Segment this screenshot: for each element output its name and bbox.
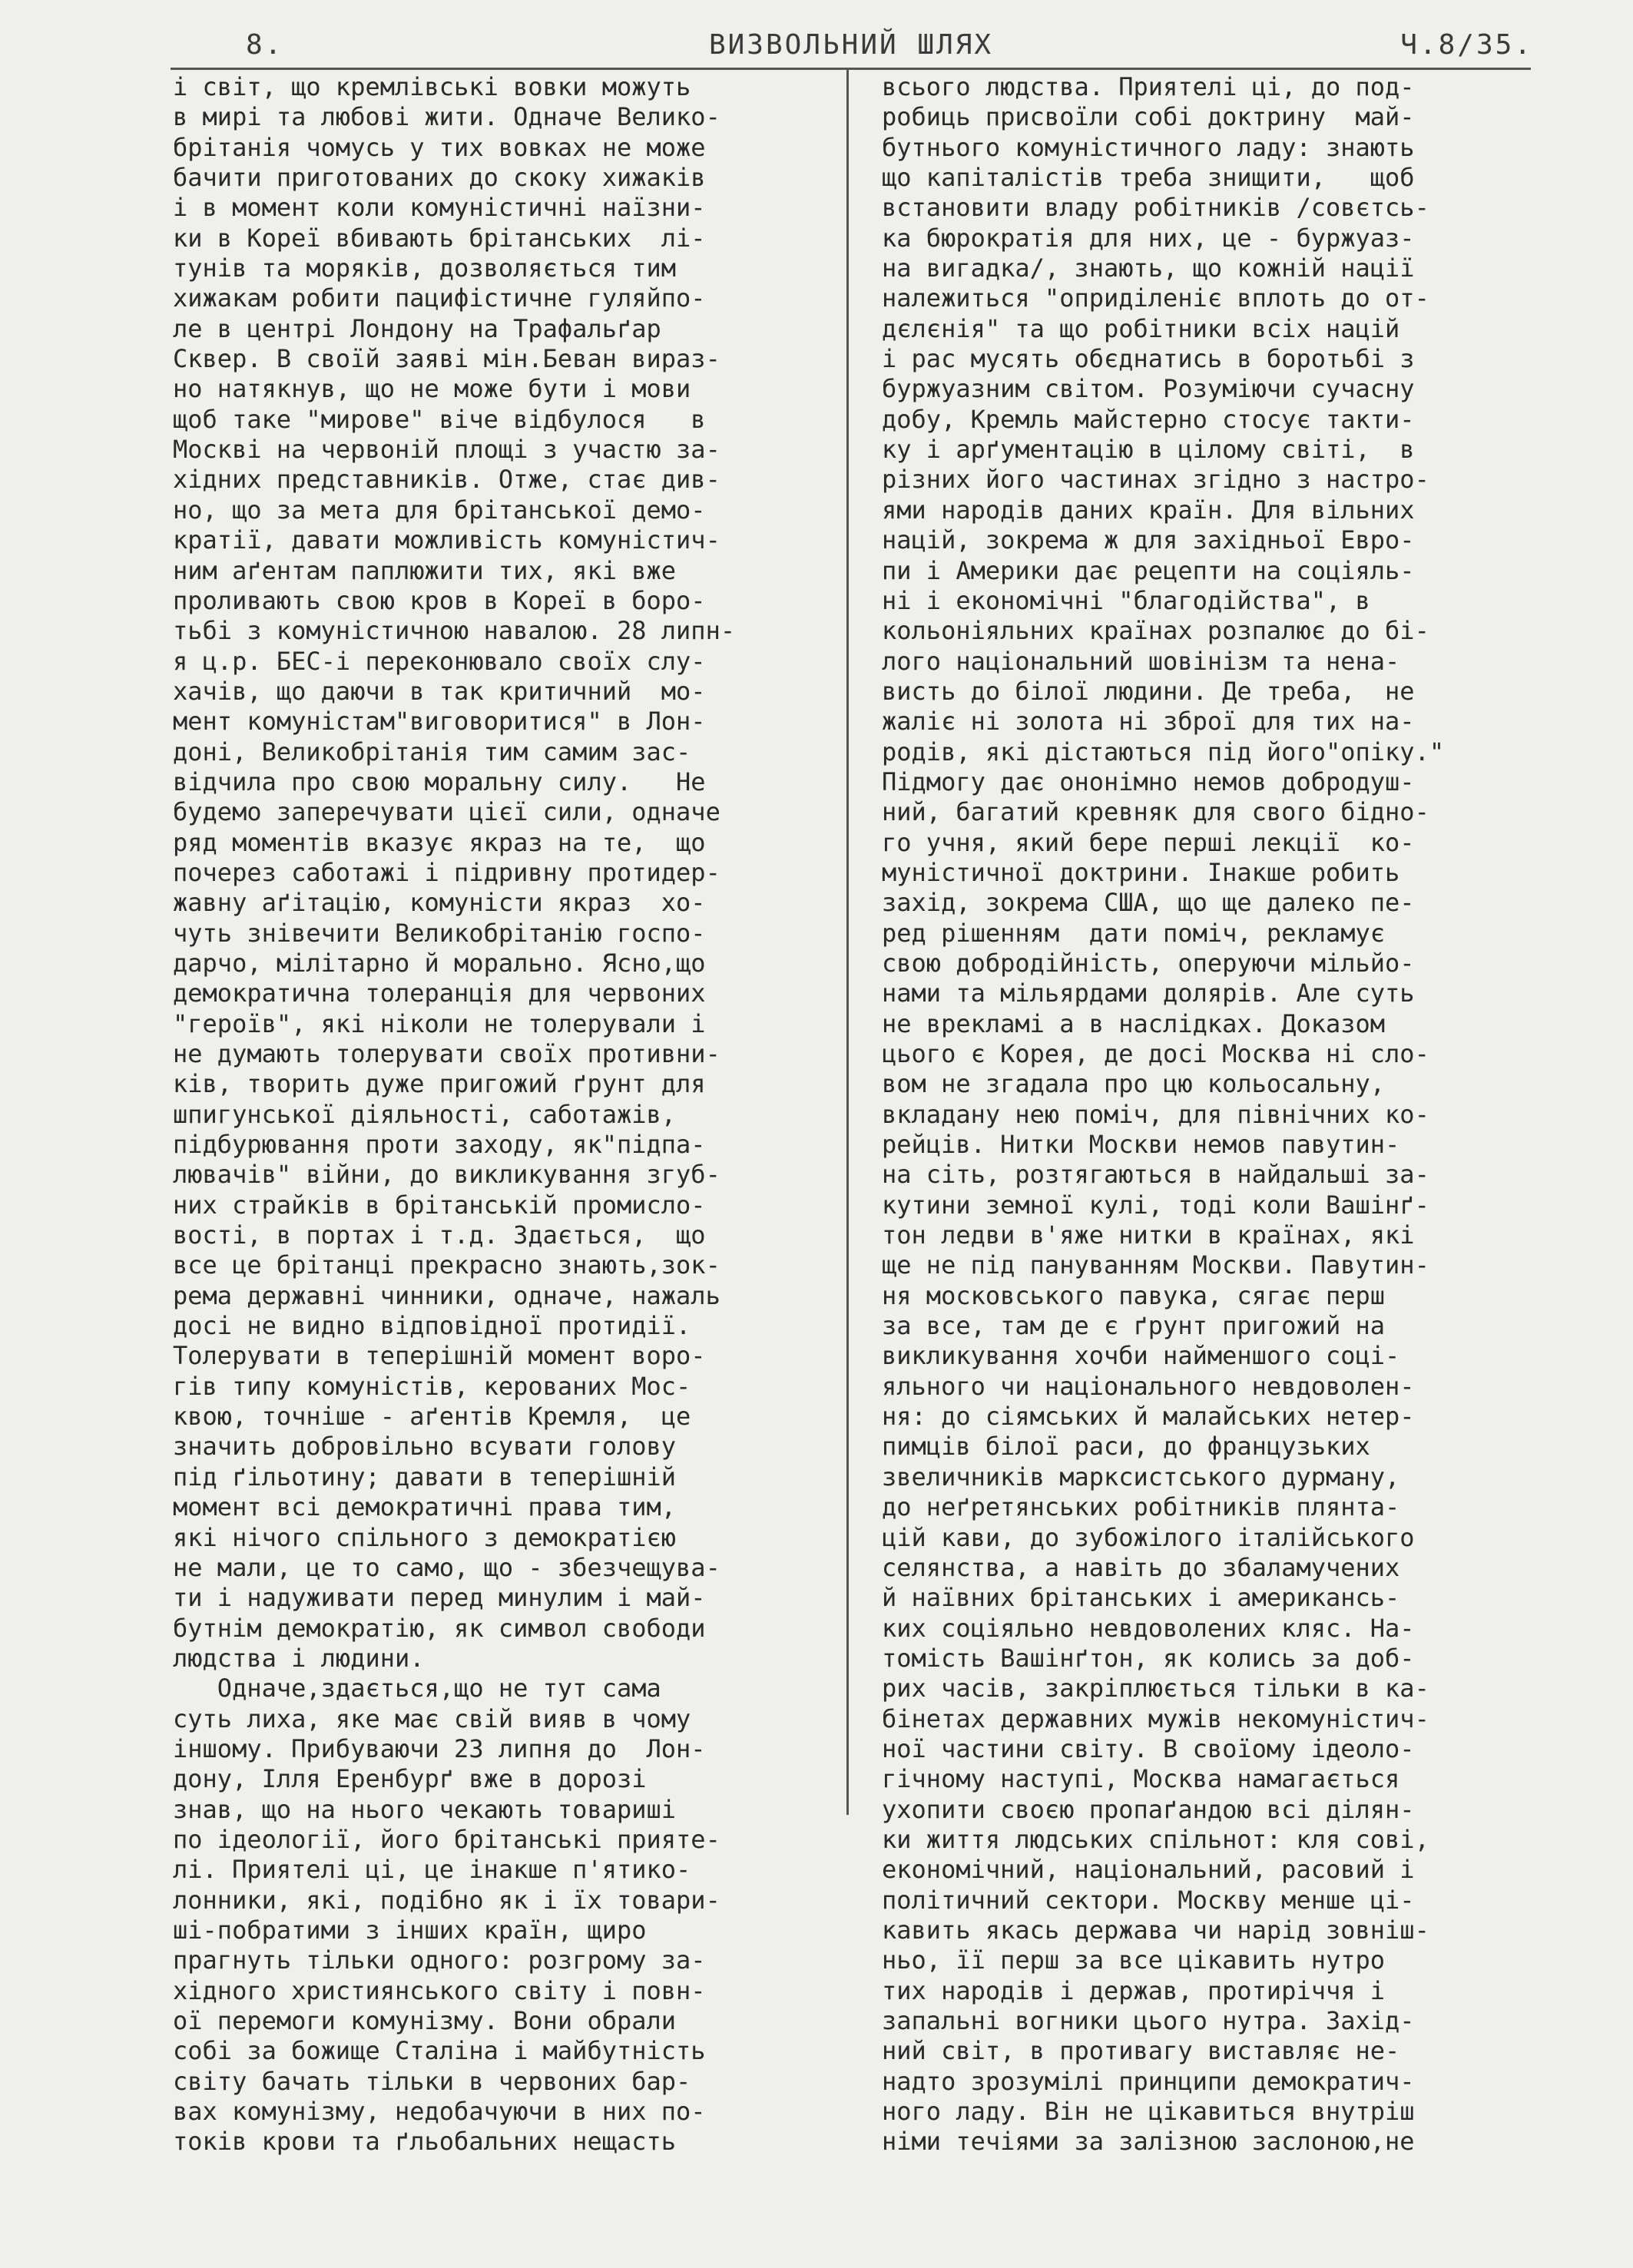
text-line: встановити владу робітників /совєтсь- [882, 193, 1429, 223]
text-line: й наївних брітанських і американсь- [882, 1583, 1400, 1613]
text-line: знав, що на нього чекають товариші [173, 1794, 677, 1824]
text-line: но натякнув, що не може бути і мови [173, 374, 691, 404]
text-line: я ц.р. БЕС-і переконювало своїх слу- [173, 646, 706, 676]
text-line: що капіталістів треба знищити, щоб [882, 163, 1415, 193]
text-line: родів, які дістаються під його"опіку." [882, 737, 1445, 766]
text-line: економічний, національний, расовий і [882, 1855, 1415, 1885]
text-line: ка бюрократія для них, це - буржуаз- [882, 223, 1415, 253]
text-line: рема державні чинники, одначе, нажаль [173, 1280, 720, 1310]
text-line: гічному наступі, Москва намагається [882, 1764, 1400, 1794]
text-line: досі не видно відповідної протидії. [173, 1311, 691, 1341]
text-line: по ідеології, його брітанські прияте- [173, 1824, 720, 1854]
page-number: 8. [246, 29, 284, 61]
text-line: демократична толеранція для червоних [173, 978, 706, 1008]
text-line: проливають свою кров в Кореї в боро- [173, 585, 706, 615]
text-line: хачів, що даючи в так критичний мо- [173, 676, 706, 706]
right-column [882, 72, 1527, 2157]
text-line: все це брітанці прекрасно знають,зок- [173, 1250, 720, 1280]
text-line: но, що за мета для брітанської демо- [173, 495, 706, 525]
text-line: тунів та моряків, дозволяється тим [173, 253, 677, 283]
text-line: дєлєнія" та що робітники всіх націй [882, 313, 1400, 343]
text-line: ньо, її перш за все цікавить нутро [882, 1945, 1386, 1975]
text-line: кратії, давати можливість комуністич- [173, 525, 720, 555]
text-line: вкладану нею поміч, для північних ко- [882, 1099, 1429, 1129]
text-line: пимців білої раси, до французьких [882, 1432, 1370, 1462]
text-line: муністичної доктрини. Інакше робить [882, 857, 1400, 887]
text-line: надто зрозумілі принципи демократич- [882, 2066, 1415, 2096]
text-line: ред рішенням дати поміч, рекламує [882, 918, 1386, 948]
text-line: ки в Кореї вбивають брітанських лі- [173, 223, 706, 253]
text-line: під ґільотину; давати в теперішній [173, 1462, 677, 1492]
text-line: до неґретянських робітників плянта- [882, 1492, 1400, 1522]
text-line: хідного християнського світу і повн- [173, 1975, 706, 2005]
text-line: го учня, який бере перші лекції ко- [882, 827, 1415, 857]
text-line: різних його частинах згідно з настро- [882, 465, 1429, 495]
text-line: бінетах державних мужів некомуністич- [882, 1703, 1429, 1733]
text-line: політичний сектори. Москву менше ці- [882, 1885, 1415, 1915]
text-line: лого національний шовінізм та нена- [882, 646, 1400, 676]
text-line: Сквер. В своїй заяві мін.Беван вираз- [173, 344, 720, 374]
text-line: світу бачать тільки в червоних бар- [173, 2066, 691, 2096]
text-line: ня: до сіямських й малайських нетер- [882, 1402, 1415, 1432]
text-line: вах комунізму, недобачуючи в них по- [173, 2097, 706, 2127]
text-line: вості, в портах і т.д. Здається, що [173, 1220, 706, 1250]
text-line: пи і Америки дає рецепти на соціяль- [882, 555, 1415, 585]
text-line: бутнім демократію, як символ свободи [173, 1613, 706, 1643]
text-line: жаліє ні золота ні зброї для тих на- [882, 707, 1415, 737]
text-line: собі за божище Сталіна і майбутність [173, 2036, 706, 2066]
text-line: хідних представників. Отже, стає див- [173, 465, 720, 495]
text-line: свою добродійність, оперуючи мільйо- [882, 948, 1415, 978]
text-line: робиць присвоїли собі доктрину май- [882, 102, 1415, 132]
text-line: ші-побратими з інших країн, щиро [173, 1915, 647, 1945]
text-line: які нічого спільного з демократією [173, 1522, 677, 1552]
text-line: лювачів" війни, до викликування згуб- [173, 1160, 720, 1190]
text-line: прагнуть тільки одного: розгрому за- [173, 1945, 706, 1975]
text-line: бутнього комуністичного ладу: знають [882, 132, 1415, 162]
text-line: щоб таке "мирове" віче відбулося в [173, 404, 706, 434]
text-line: цього є Корея, де досі Москва ні сло- [882, 1039, 1429, 1068]
text-line: звеличників марксистського дурману, [882, 1462, 1400, 1492]
text-line: ої перемоги комунізму. Вони обрали [173, 2006, 677, 2035]
text-line: ний світ, в противагу виставляє не- [882, 2036, 1400, 2066]
text-line: кутини земної кулі, тоді коли Вашінґ- [882, 1190, 1429, 1220]
text-line: селянства, а навіть до збаламучених [882, 1552, 1400, 1582]
text-line: висть до білої людини. Де треба, не [882, 676, 1415, 706]
text-line: бачити приготованих до скоку хижаків [173, 163, 706, 193]
text-line: кавить якась держава чи нарід зовніш- [882, 1915, 1429, 1945]
text-line: хижакам робити пацифістичне гуляйпо- [173, 283, 706, 313]
text-line: викликування хочби найменшого соці- [882, 1341, 1400, 1371]
text-line: іншому. Прибуваючи 23 липня до Лон- [173, 1733, 706, 1763]
text-line: не мали, це то само, що - збезчещува- [173, 1552, 720, 1582]
text-line: і рас мусять обєднатись в боротьбі з [882, 344, 1415, 374]
text-line: мент комуністам"виговоритися" в Лон- [173, 707, 706, 737]
text-line: Толерувати в теперішній момент воро- [173, 1341, 706, 1371]
text-line: яльного чи національного невдоволен- [882, 1371, 1415, 1401]
text-line: ня московського павука, сягає перш [882, 1280, 1386, 1310]
text-line: відчила про свою моральну силу. Не [173, 766, 706, 796]
text-line: суть лиха, яке має свій вияв в чому [173, 1703, 691, 1733]
text-line: ряд моментів вказує якраз на те, що [173, 827, 706, 857]
text-line: ти і надуживати перед минулим і май- [173, 1583, 706, 1613]
text-line: ле в центрі Лондону на Трафальґар [173, 313, 661, 343]
text-line: ями народів даних країн. Для вільних [882, 495, 1415, 525]
text-line: належиться "оприділеніє вплоть до от- [882, 283, 1429, 313]
text-line: "героїв", які ніколи не толерували і [173, 1008, 706, 1038]
text-line: ні і економічні "благодійства", в [882, 585, 1370, 615]
text-line: на вигадка/, знають, що кожній нації [882, 253, 1415, 283]
text-line: ки життя людських спільнот: кля сові, [882, 1824, 1429, 1854]
text-line: квою, точніше - аґентів Кремля, це [173, 1402, 691, 1432]
text-line: цій кави, до зубожілого італійського [882, 1522, 1415, 1552]
text-line: лонники, які, подібно як і їх товари- [173, 1885, 720, 1915]
text-line: гів типу комуністів, керованих Мос- [173, 1371, 691, 1401]
text-line: токів крови та ґльобальних нещасть [173, 2127, 677, 2157]
text-line: захід, зокрема США, що ще далеко пе- [882, 888, 1415, 918]
text-line: дону, Ілля Еренбурґ вже в дорозі [173, 1764, 647, 1794]
text-line: нами та мільярдами долярів. Але суть [882, 978, 1415, 1008]
text-line: томість Вашінґтон, як колись за доб- [882, 1643, 1415, 1673]
text-line: ків, творить дуже пригожий ґрунт для [173, 1069, 706, 1099]
text-line: Одначе,здається,що не тут сама [173, 1674, 661, 1703]
text-line: ним аґентам паплюжити тих, які вже [173, 555, 677, 585]
text-line: ких соціяльно невдоволених кляс. На- [882, 1613, 1415, 1643]
text-line: дарчо, мілітарно й морально. Ясно,що [173, 948, 706, 978]
header-rule [171, 68, 1531, 70]
text-line: за все, там де є ґрунт пригожий на [882, 1311, 1386, 1341]
text-line: рих часів, закріплюється тільки в ка- [882, 1674, 1429, 1703]
text-line: Москві на червоній площі з участю за- [173, 435, 720, 465]
text-line: німи течіями за залізною заслоною,не [882, 2127, 1415, 2157]
text-line: буржуазним світом. Розуміючи сучасну [882, 374, 1415, 404]
text-line: лі. Приятелі ці, це інакше п'ятико- [173, 1855, 691, 1885]
text-line: значить добровільно всувати голову [173, 1432, 677, 1462]
text-line: доні, Великобрітанія тим самим зас- [173, 737, 691, 766]
text-line: ку і арґументацію в цілому світі, в [882, 435, 1415, 465]
text-line: добу, Кремль майстерно стосує такти- [882, 404, 1415, 434]
text-line: момент всі демократичні права тим, [173, 1492, 677, 1522]
text-line: не думають толерувати своїх противни- [173, 1039, 720, 1068]
running-title: ВИЗВОЛЬНИЙ ШЛЯХ [708, 29, 994, 61]
text-line: запальні вогники цього нутра. Захід- [882, 2006, 1415, 2035]
text-line: і в момент коли комуністичні наїзни- [173, 193, 706, 223]
text-line: тьбі з комуністичною навалою. 28 липн- [173, 616, 736, 646]
text-line: рейців. Нитки Москви немов павутин- [882, 1130, 1400, 1160]
text-line: тон ледви в'яже нитки в країнах, які [882, 1220, 1415, 1250]
text-line: в мирі та любові жити. Одначе Велико- [173, 102, 720, 132]
text-line: не врекламі а в наслідках. Доказом [882, 1008, 1386, 1038]
text-line: ще не під пануванням Москви. Павутин- [882, 1250, 1429, 1280]
left-column [173, 72, 841, 2157]
text-line: ний, багатий кревняк для свого бідно- [882, 797, 1429, 827]
text-line: брітанія чомусь у тих вовках не може [173, 132, 706, 162]
text-line: будемо заперечувати цієї сили, одначе [173, 797, 720, 827]
text-line: жавну аґітацію, комуністи якраз хо- [173, 888, 706, 918]
text-line: почерез саботажі і підривну протидер- [173, 857, 720, 887]
text-line: ної частини світу. В своїому ідеоло- [882, 1733, 1415, 1763]
text-line: кольоніяльних країнах розпалює до бі- [882, 616, 1429, 646]
text-line: вом не згадала про цю кольосальну, [882, 1069, 1386, 1099]
text-line: і світ, що кремлівські вовки можуть [173, 72, 691, 101]
text-line: підбурювання проти заходу, як"підпа- [173, 1130, 706, 1160]
text-line: всього людства. Приятелі ці, до под- [882, 72, 1415, 101]
issue-number: Ч.8/35. [1400, 29, 1533, 61]
text-line: Підмогу дає ононімно немов добродуш- [882, 766, 1415, 796]
text-line: тих народів і держав, протиріччя і [882, 1975, 1386, 2005]
text-line: шпигунської діяльності, саботажів, [173, 1099, 677, 1129]
text-line: ного ладу. Він не цікавиться внутріш [882, 2097, 1415, 2127]
text-line: чуть знівечити Великобрітанію госпо- [173, 918, 706, 948]
text-line: людства і людини. [173, 1643, 425, 1673]
text-line: на сіть, розтягаються в найдальші за- [882, 1160, 1429, 1190]
column-divider [846, 68, 849, 1815]
text-line: них страйків в брітанській промисло- [173, 1190, 706, 1220]
text-line: націй, зокрема ж для західньої Евро- [882, 525, 1415, 555]
text-line: ухопити своєю пропаґандою всі ділян- [882, 1794, 1415, 1824]
